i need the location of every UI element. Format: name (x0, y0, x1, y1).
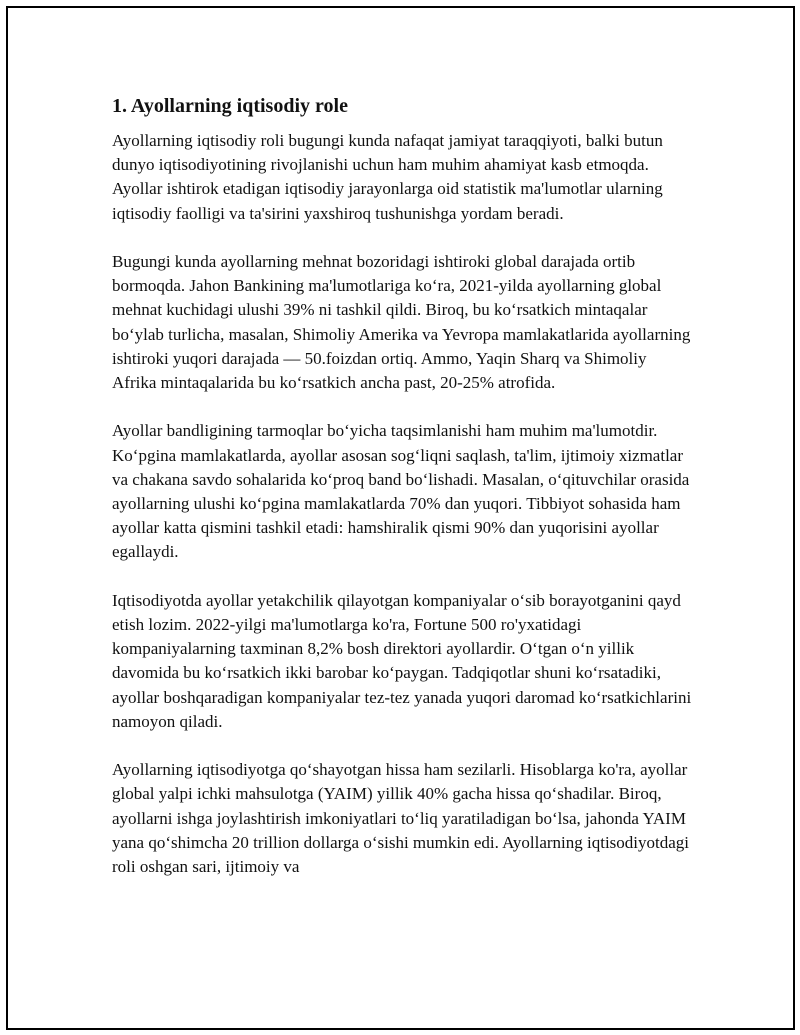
section-heading: 1. Ayollarning iqtisodiy role (112, 95, 348, 117)
paragraph-1: Ayollarning iqtisodiy roli bugungi kunda nafaqat jamiyat taraqqiyoti, balki butun dunyo iqtisodiyotining rivojlanishi uchun ham muhim ahamiyat kasb etmoqda. Ayollar ishtirok etadigan iqtisodiy jarayonlarga oid statistik ma'lumotlar ularning iqtisodiy faolligi va ta'sirini yaxshiroq tushunishga yordam beradi. (112, 131, 663, 223)
paragraph-2: Bugungi kunda ayollarning mehnat bozoridagi ishtiroki global darajada ortib bormoqda. Jahon Bankining ma'lumotlariga koʻra, 2021-yilda ayollarning global mehnat kuchidagi ulushi 39% ni tashkil qildi. Biroq, bu koʻrsatkich mintaqalar boʻylab turlicha, masalan, Shimoliy Amerika va Yevropa mamlakatlarida ayollarning ishtiroki yuqori darajada — 50.foizdan ortiq. Ammo, Yaqin Sharq va Shimoliy Afrika mintaqalarida bu koʻrsatkich ancha past, 20-25% atrofida. (112, 252, 691, 393)
paragraph-4: Iqtisodiyotda ayollar yetakchilik qilayotgan kompaniyalar oʻsib borayotganini qayd etish lozim. 2022-yilgi ma'lumotlarga ko'ra, Fortune 500 ro'yxatidagi kompaniyalarning taxminan 8,2% bosh direktori ayollardir. Oʻtgan oʻn yillik davomida bu koʻrsatkich ikki barobar koʻpaygan. Tadqiqotlar shuni koʻrsatadiki, ayollar boshqaradigan kompaniyalar tez-tez yanada yuqori daromad koʻrsatkichlarini namoyon qiladi. (112, 590, 692, 731)
paragraph-3: Ayollar bandligining tarmoqlar boʻyicha taqsimlanishi ham muhim ma'lumotdir. Koʻpgina mamlakatlarda, ayollar asosan sogʻliqni saqlash, ta'lim, ijtimoiy xizmatlar va chakana savdo sohalarida koʻproq band boʻlishadi. Masalan, oʻqituvchilar orasida ayollarning ulushi koʻpgina mamlakatlarda 70% dan yuqori. Tibbiyot sohasida ham ayollar katta qismini tashkil etadi: hamshiralik qismi 90% dan yuqorisini ayollar egallaydi. (112, 421, 690, 562)
document-body (112, 93, 692, 903)
paragraph-5: Ayollarning iqtisodiyotga qoʻshayotgan hissa ham sezilarli. Hisoblarga ko'ra, ayollar global yalpi ichki mahsulotga (YAIM) yillik 40% gacha hissa qoʻshadilar. Biroq, ayollarni ishga joylashtirish imkoniyatlari toʻliq yaratiladigan boʻlsa, jahonda YAIM yana qoʻshimcha 20 trillion dollarga oʻsishi mumkin edi. Ayollarning iqtisodiyotdagi roli oshgan sari, ijtimoiy va (112, 760, 690, 877)
